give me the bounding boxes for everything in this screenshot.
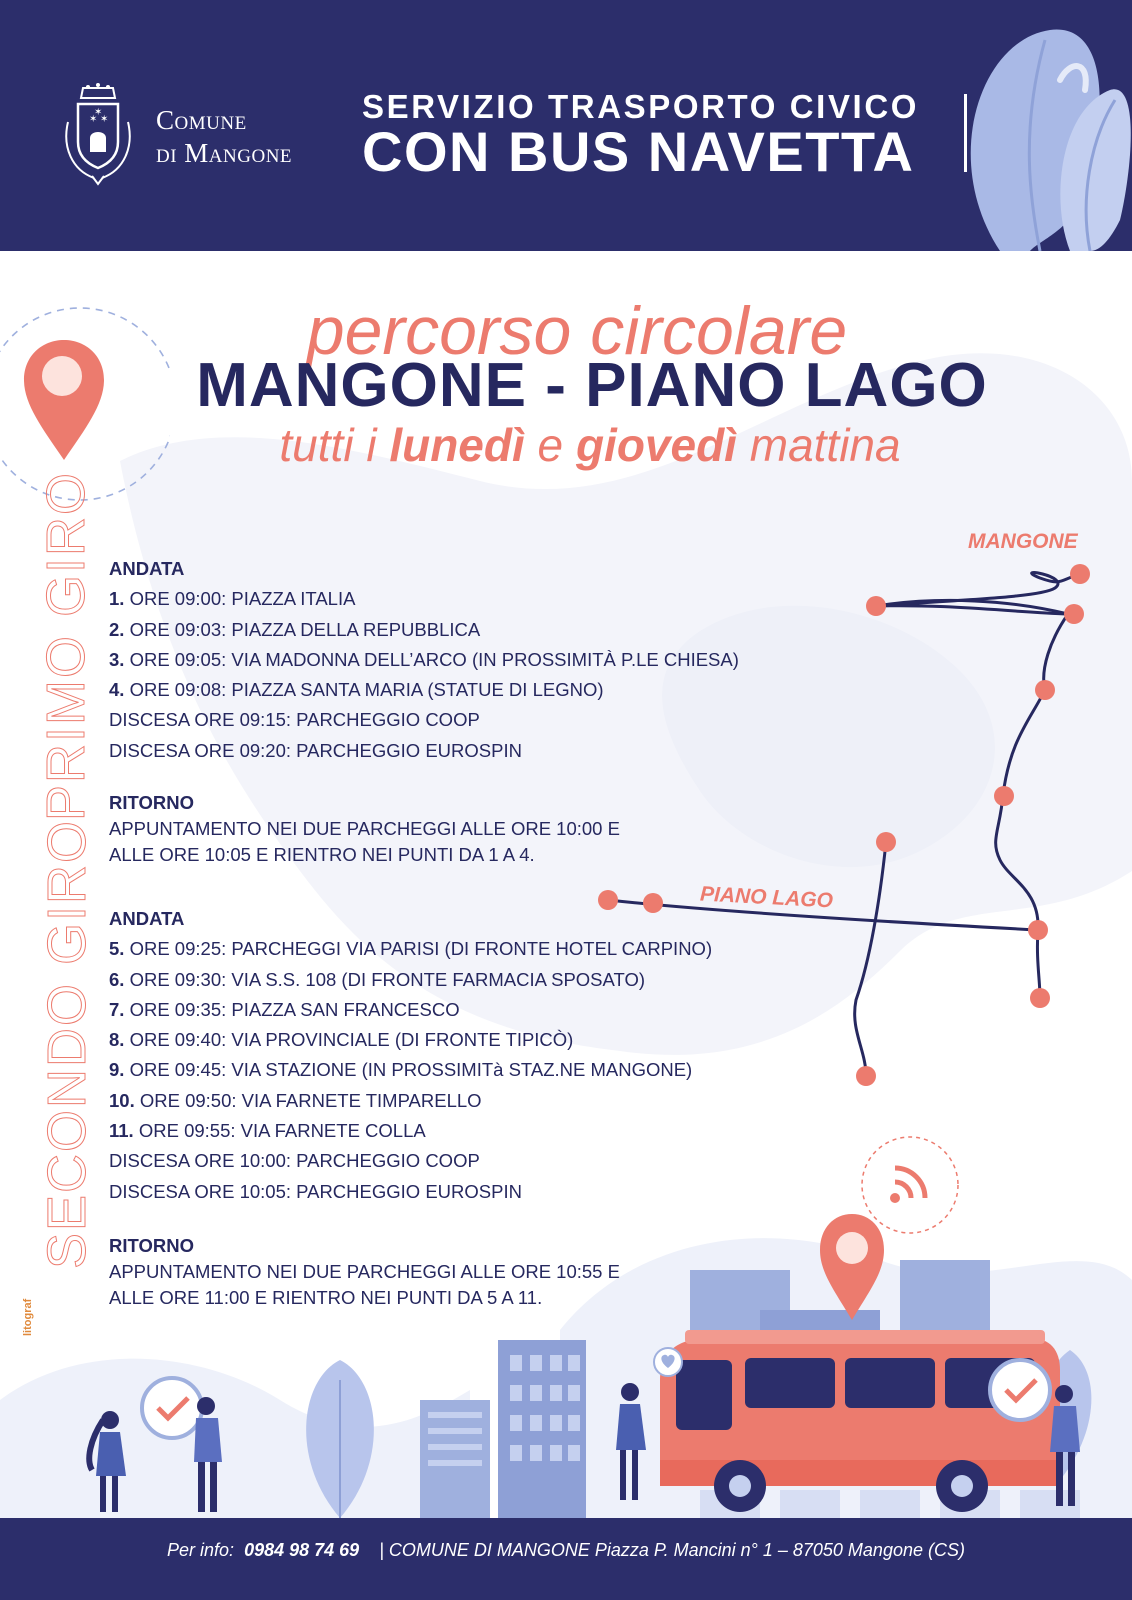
- stop-text: ORE 09:08: PIAZZA SANTA MARIA (STATUE DI LEGNO): [124, 679, 604, 701]
- day-thursday: giovedì: [575, 419, 737, 471]
- stop-number: 5.: [109, 938, 125, 960]
- andata-heading: ANDATA: [109, 558, 185, 579]
- day-monday: lunedì: [389, 419, 525, 471]
- heart-bubble-icon: [654, 1348, 682, 1376]
- primo-giro-ritorno: [109, 790, 620, 868]
- stop-number: 10.: [109, 1089, 135, 1111]
- leaf-decoration-icon: [960, 0, 1132, 251]
- svg-text:✶: ✶: [100, 114, 109, 125]
- stop-text: ORE 09:40: VIA PROVINCIALE (DI FRONTE TIPICÒ): [124, 1029, 574, 1051]
- bus-city-illustration: [0, 1110, 1132, 1520]
- stop-text: ORE 09:03: PIAZZA DELLA REPUBBLICA: [124, 618, 481, 640]
- stop-number: 2.: [109, 618, 125, 640]
- days-text-prefix: tutti i: [279, 419, 390, 471]
- stop-text: ORE 09:55: VIA FARNETE COLLA: [133, 1120, 426, 1142]
- map-stop-marker: [1028, 920, 1048, 940]
- route-type-title: percorso circolare: [306, 293, 848, 369]
- map-label-mangone: MANGONE: [968, 530, 1078, 553]
- map-stop-marker: [1064, 604, 1084, 624]
- stop-text: ORE 09:00: PIAZZA ITALIA: [124, 588, 356, 610]
- dropoff-item: DISCESA ORE 10:05: PARCHEGGIO EUROSPIN: [109, 1180, 522, 1202]
- ritorno-heading: RITORNO: [109, 792, 194, 813]
- dropoff-item: DISCESA ORE 10:00: PARCHEGGIO COOP: [109, 1150, 480, 1172]
- municipality-line2: di Mangone: [156, 138, 293, 168]
- municipality-name: [156, 104, 292, 170]
- route-map: [580, 520, 1120, 1100]
- ritorno-heading: RITORNO: [109, 1235, 194, 1256]
- stop-text: ORE 09:50: VIA FARNETE TIMPARELLO: [134, 1089, 482, 1111]
- map-label-piano-lago: PIANO LAGO: [699, 882, 834, 913]
- header-divider: [964, 94, 967, 172]
- svg-text:✶: ✶: [89, 114, 98, 125]
- phone-number: 0984 98 74 69: [244, 1540, 360, 1560]
- days-text-conjunction: e: [524, 419, 576, 471]
- map-stop-marker: [876, 832, 896, 852]
- stop-number: 8.: [109, 1029, 125, 1051]
- check-badge-icon: [990, 1360, 1050, 1420]
- ritorno-line: ALLE ORE 11:00 E RIENTRO NEI PUNTI DA 5 A 11.: [109, 1287, 543, 1308]
- service-title-line1: SERVIZIO TRASPORTO CIVICO: [362, 88, 920, 125]
- map-stop-marker: [598, 890, 618, 910]
- stop-text: ORE 09:35: PIAZZA SAN FRANCESCO: [124, 998, 460, 1020]
- printer-credit: litograf: [22, 1298, 34, 1336]
- municipality-line1: Comune: [156, 105, 247, 135]
- check-badge-icon: [142, 1378, 202, 1438]
- andata-heading: ANDATA: [109, 908, 185, 929]
- map-stop-marker: [643, 893, 663, 913]
- wifi-bubble-icon: [862, 1137, 958, 1233]
- map-stop-marker: [994, 786, 1014, 806]
- ritorno-line: ALLE ORE 10:05 E RIENTRO NEI PUNTI DA 1 A 4.: [109, 844, 535, 865]
- ritorno-line: APPUNTAMENTO NEI DUE PARCHEGGI ALLE ORE 10:00 E: [109, 818, 620, 839]
- map-stop-marker: [866, 596, 886, 616]
- dropoff-item: DISCESA ORE 09:20: PARCHEGGIO EUROSPIN: [109, 739, 522, 761]
- service-days-subtitle: [0, 418, 1132, 472]
- stop-text: ORE 09:05: VIA MADONNA DELL’ARCO (IN PROSSIMITÀ P.LE CHIESA): [124, 648, 739, 670]
- info-label: Per info:: [167, 1540, 235, 1560]
- primo-giro-label: PRIMO GIRO: [36, 470, 96, 821]
- service-title-line2: CON BUS NAVETTA: [362, 120, 915, 183]
- dropoff-item: DISCESA ORE 09:15: PARCHEGGIO COOP: [109, 709, 480, 731]
- footer-address: | COMUNE DI MANGONE Piazza P. Mancini n° 1 – 87050 Mangone (CS): [379, 1540, 965, 1560]
- footer-info: [0, 1540, 1132, 1561]
- municipal-crest-icon: [58, 82, 138, 188]
- stop-number: 1.: [109, 588, 125, 610]
- ritorno-line: APPUNTAMENTO NEI DUE PARCHEGGI ALLE ORE 10:55 E: [109, 1261, 620, 1282]
- days-text-suffix: mattina: [736, 419, 901, 471]
- stop-number: 3.: [109, 648, 125, 670]
- map-stop-marker: [1070, 564, 1090, 584]
- secondo-giro-label: SECONDO GIRO: [37, 818, 97, 1269]
- map-stop-marker: [1030, 988, 1050, 1008]
- stop-text: ORE 09:45: VIA STAZIONE (IN PROSSIMITà STAZ.NE MANGONE): [124, 1059, 693, 1081]
- stop-number: 11.: [109, 1120, 134, 1142]
- stop-number: 6.: [109, 968, 125, 990]
- route-name-title: MANGONE - PIANO LAGO: [196, 351, 988, 420]
- map-stop-marker: [1035, 680, 1055, 700]
- stop-number: 9.: [109, 1059, 125, 1081]
- stop-text: ORE 09:25: PARCHEGGI VIA PARISI (DI FRONTE HOTEL CARPINO): [124, 938, 713, 960]
- map-stop-marker: [856, 1066, 876, 1086]
- bus-icon: [660, 1330, 1060, 1512]
- stop-number: 4.: [109, 679, 125, 701]
- svg-text:✶: ✶: [94, 107, 103, 118]
- stop-number: 7.: [109, 998, 125, 1020]
- stop-text: ORE 09:30: VIA S.S. 108 (DI FRONTE FARMACIA SPOSATO): [124, 968, 645, 990]
